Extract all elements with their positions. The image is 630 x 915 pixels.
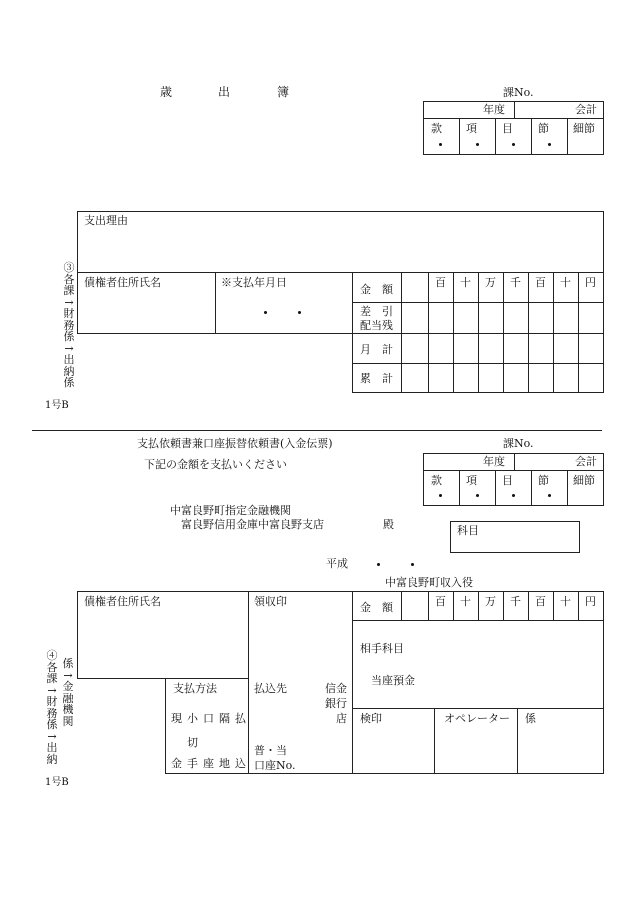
kan-label-2: 款 [431,474,442,487]
counter-account-value: 当座預金 [371,674,415,687]
routing-side-label-2b: 係→金融機関 [62,657,74,728]
payment-date-label: ※支払年月日 [221,276,287,289]
digit-man: 万 [485,276,496,289]
digit-juu-2: 十 [560,595,571,608]
account-type-label: 普・当 [254,744,287,757]
kamoku-label: 科目 [457,524,479,537]
saisetsu-label-2: 細節 [573,474,595,487]
kou-label: 項 [466,122,477,135]
amount-label-2: 金 額 [360,601,393,614]
digit-hyaku-man-2: 百 [435,595,446,608]
pay-method-remote-1: 隔 [219,712,230,725]
receipt-seal-label: 領収印 [254,595,287,608]
bank-designation: 中富良野町指定金融機関 [170,504,291,517]
balance-label-2: 配当残 [360,319,393,332]
shinkin-label: 信金 [325,682,347,695]
digit-juu-man: 十 [460,276,471,289]
inspection-seal-label: 検印 [360,712,382,725]
form-number: 1号B [45,400,69,411]
digit-man-2: 万 [485,595,496,608]
ka-number-label-2: 課No. [503,437,534,450]
ledger-title-char-3: 簿 [277,85,290,99]
creditor-label-2: 債権者住所氏名 [84,595,161,608]
account-label-2: 会計 [575,455,597,468]
pay-method-check-2: 手 [187,757,198,770]
branch-label: 店 [336,712,347,725]
form-number-2: 1号B [45,777,69,788]
clerk-label: 係 [525,712,536,725]
section-divider [32,430,602,431]
setsu-label-2: 節 [538,474,549,487]
ledger-title-char-2: 出 [218,85,231,99]
digit-hyaku: 百 [535,276,546,289]
pay-method-remote-2: 地 [219,757,230,770]
digit-juu-man-2: 十 [460,595,471,608]
bank-branch: 富良野信用金庫中富良野支店 [181,518,324,531]
pay-method-check-1: 小 [187,712,198,725]
counter-account-label: 相手科目 [360,642,404,655]
pay-method-transfer-1: 払 [235,712,246,725]
honorific-dono: 殿 [383,518,394,531]
instruction-text: 下記の金額を支払いください [144,458,287,471]
setsu-label: 節 [538,122,549,135]
balance-label-1: 差 引 [360,305,393,318]
account-number-label: 口座No. [254,759,296,772]
fiscal-year-label-2: 年度 [483,455,505,468]
pay-method-transfer-2: 込 [235,757,246,770]
kan-label: 款 [431,122,442,135]
pay-method-account-1: 口 [203,712,214,725]
digit-sen-2: 千 [510,595,521,608]
bank-label: 銀行 [325,697,347,710]
ledger-title-char-1: 歳 [160,85,173,99]
amount-label: 金 額 [360,283,393,296]
ka-number-label: 課No. [503,86,534,99]
monthly-total-label: 月 計 [360,343,393,356]
routing-side-label: ③各課→財務係→出納係 [63,261,75,389]
digit-hyaku-man: 百 [435,276,446,289]
digit-juu: 十 [560,276,571,289]
pay-method-cash-2: 金 [171,757,182,770]
pay-method-cash-1: 現 [171,712,182,725]
cumulative-total-label: 累 計 [360,372,393,385]
operator-label: オペレーター [444,712,510,725]
digit-sen: 千 [510,276,521,289]
routing-side-label-2a: ④各課→財務係→出納 [46,649,58,766]
creditor-label: 債権者住所氏名 [84,276,161,289]
digit-hyaku-2: 百 [535,595,546,608]
saisetsu-label: 細節 [573,122,595,135]
pay-method-kiri: 切 [187,736,198,749]
fiscal-year-label: 年度 [483,103,505,116]
payee-label: 払込先 [254,682,287,695]
moku-label-2: 目 [502,474,513,487]
reason-label: 支出理由 [84,214,128,227]
pay-method-account-2: 座 [203,757,214,770]
payment-method-label: 支払方法 [173,682,217,695]
digit-en: 円 [585,276,596,289]
treasurer-label: 中富良野町収入役 [385,576,473,589]
kou-label-2: 項 [466,474,477,487]
moku-label: 目 [502,122,513,135]
account-label: 会計 [575,103,597,116]
request-title: 支払依頼書兼口座振替依頼書(入金伝票) [137,437,333,450]
era-label: 平成 [326,557,348,570]
digit-en-2: 円 [585,595,596,608]
